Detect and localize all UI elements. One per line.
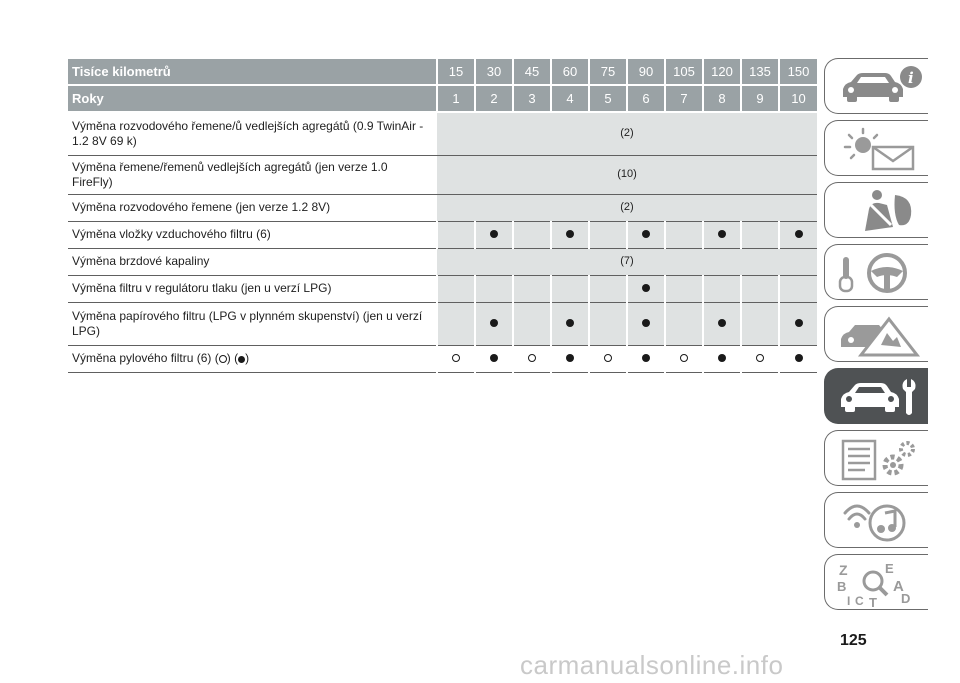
car-info-icon	[835, 63, 925, 111]
interval-cell	[741, 302, 779, 345]
svg-text:T: T	[869, 595, 877, 607]
interval-cell	[589, 221, 627, 248]
row-label: Výměna brzdové kapaliny	[68, 248, 437, 275]
hollow-ring-icon	[680, 354, 688, 362]
filled-dot-icon	[642, 354, 650, 362]
year-header-cell: 2	[475, 85, 513, 112]
index-abc-icon	[835, 559, 925, 607]
filled-dot-icon	[642, 230, 650, 238]
row-label-main: Výměna pylového filtru (6) (	[72, 351, 219, 365]
year-header-cell: 6	[627, 85, 665, 112]
svg-text:B: B	[837, 579, 847, 594]
table-row	[68, 275, 817, 302]
svg-text:A: A	[893, 578, 904, 595]
filled-dot-icon	[718, 319, 726, 327]
year-header-cell: 9	[741, 85, 779, 112]
km-header-cell: 105	[665, 59, 703, 85]
interval-cell	[741, 275, 779, 302]
year-header-cell: 8	[703, 85, 741, 112]
row-label: Výměna rozvodového řemene/ů vedlejších agregátů (0.9 TwinAir - 1.2 8V 69 k)	[68, 112, 437, 155]
dot-legend-icon	[238, 356, 245, 363]
interval-cell	[513, 221, 551, 248]
table-row	[68, 248, 817, 275]
safety-airbag-icon	[835, 187, 925, 235]
interval-cell	[665, 302, 703, 345]
interval-cell	[665, 345, 703, 372]
svg-text:C: C	[855, 594, 864, 607]
svg-text:I: I	[847, 594, 851, 607]
tab-car-info[interactable]	[824, 58, 928, 114]
multimedia-icon	[835, 497, 925, 545]
interval-cell	[703, 302, 741, 345]
interval-cell	[551, 275, 589, 302]
hollow-ring-icon	[452, 354, 460, 362]
tab-maintenance[interactable]	[824, 368, 928, 424]
interval-cell	[475, 221, 513, 248]
interval-cell	[513, 345, 551, 372]
filled-dot-icon	[490, 230, 498, 238]
row-label-mid: ) (	[226, 351, 239, 365]
interval-cell	[779, 302, 817, 345]
filled-dot-icon	[490, 354, 498, 362]
filled-dot-icon	[718, 354, 726, 362]
steering-wheel-key-icon	[835, 249, 925, 297]
interval-cell	[627, 302, 665, 345]
row-label	[68, 345, 437, 372]
interval-cell	[741, 345, 779, 372]
interval-cell	[741, 221, 779, 248]
filled-dot-icon	[490, 319, 498, 327]
interval-cell	[475, 275, 513, 302]
interval-cell	[437, 302, 475, 345]
km-header-cell: 135	[741, 59, 779, 85]
km-header-cell: 15	[437, 59, 475, 85]
filled-dot-icon	[795, 354, 803, 362]
interval-cell	[513, 275, 551, 302]
year-header-cell: 3	[513, 85, 551, 112]
interval-cell	[779, 275, 817, 302]
tab-warning-lights[interactable]	[824, 120, 928, 176]
interval-cell	[703, 221, 741, 248]
year-header-cell: 10	[779, 85, 817, 112]
km-header-cell: 75	[589, 59, 627, 85]
interval-cell	[437, 221, 475, 248]
filled-dot-icon	[718, 230, 726, 238]
interval-cell	[589, 345, 627, 372]
interval-cell	[513, 302, 551, 345]
tab-starting-driving[interactable]	[824, 244, 928, 300]
table-row	[68, 112, 817, 155]
interval-cell	[475, 345, 513, 372]
svg-text:D: D	[901, 591, 911, 606]
years-header-label: Roky	[68, 85, 437, 112]
svg-text:i: i	[908, 69, 914, 87]
row-label: Výměna rozvodového řemene (jen verze 1.2 8V)	[68, 194, 437, 221]
hollow-ring-icon	[756, 354, 764, 362]
filled-dot-icon	[566, 230, 574, 238]
row-note: (2)	[437, 112, 817, 155]
km-header-cell: 90	[627, 59, 665, 85]
filled-dot-icon	[642, 284, 650, 292]
page-number: 125	[840, 632, 867, 649]
svg-text:Z: Z	[839, 562, 848, 578]
filled-dot-icon	[566, 354, 574, 362]
warning-lights-messages-icon	[835, 125, 925, 173]
row-label: Výměna filtru v regulátoru tlaku (jen u verzí LPG)	[68, 275, 437, 302]
tab-multimedia[interactable]	[824, 492, 928, 548]
technical-data-icon	[835, 435, 925, 483]
interval-cell	[665, 275, 703, 302]
interval-cell	[703, 275, 741, 302]
filled-dot-icon	[795, 319, 803, 327]
watermark: carmanualsonline.info	[520, 650, 784, 680]
interval-cell	[551, 221, 589, 248]
row-note: (10)	[437, 155, 817, 194]
tab-emergency[interactable]	[824, 306, 928, 362]
years-header-row	[68, 85, 817, 112]
table-row	[68, 345, 817, 372]
svg-text:E: E	[885, 561, 894, 576]
ring-legend-icon	[219, 355, 227, 363]
km-header-cell: 120	[703, 59, 741, 85]
row-label: Výměna vložky vzduchového filtru (6)	[68, 221, 437, 248]
hollow-ring-icon	[528, 354, 536, 362]
interval-cell	[627, 345, 665, 372]
table-row	[68, 194, 817, 221]
km-header-cell: 150	[779, 59, 817, 85]
interval-cell	[437, 275, 475, 302]
row-label: Výměna papírového filtru (LPG v plynném skupenství) (jen u verzí LPG)	[68, 302, 437, 345]
interval-cell	[475, 302, 513, 345]
km-header-row	[68, 59, 817, 85]
km-header-cell: 30	[475, 59, 513, 85]
interval-cell	[779, 345, 817, 372]
km-header-cell: 45	[513, 59, 551, 85]
emergency-icon	[835, 311, 925, 359]
interval-cell	[779, 221, 817, 248]
row-label: Výměna řemene/řemenů vedlejších agregátů (jen verze 1.0 FireFly)	[68, 155, 437, 194]
table-row	[68, 221, 817, 248]
year-header-cell: 4	[551, 85, 589, 112]
year-header-cell: 5	[589, 85, 627, 112]
interval-cell	[589, 302, 627, 345]
interval-cell	[627, 275, 665, 302]
interval-cell	[627, 221, 665, 248]
year-header-cell: 1	[437, 85, 475, 112]
table-row	[68, 302, 817, 345]
interval-cell	[551, 302, 589, 345]
tab-index[interactable]	[824, 554, 928, 610]
interval-cell	[551, 345, 589, 372]
filled-dot-icon	[642, 319, 650, 327]
km-header-label: Tisíce kilometrů	[68, 59, 437, 85]
tab-technical-data[interactable]	[824, 430, 928, 486]
tab-safety[interactable]	[824, 182, 928, 238]
year-header-cell: 7	[665, 85, 703, 112]
interval-cell	[665, 221, 703, 248]
km-header-cell: 60	[551, 59, 589, 85]
table-row	[68, 155, 817, 194]
maintenance-table	[68, 59, 817, 373]
row-note: (2)	[437, 194, 817, 221]
filled-dot-icon	[566, 319, 574, 327]
hollow-ring-icon	[604, 354, 612, 362]
interval-cell	[437, 345, 475, 372]
interval-cell	[589, 275, 627, 302]
row-note: (7)	[437, 248, 817, 275]
row-label-end: )	[245, 351, 250, 365]
car-maintenance-wrench-icon	[835, 373, 925, 421]
filled-dot-icon	[795, 230, 803, 238]
interval-cell	[703, 345, 741, 372]
